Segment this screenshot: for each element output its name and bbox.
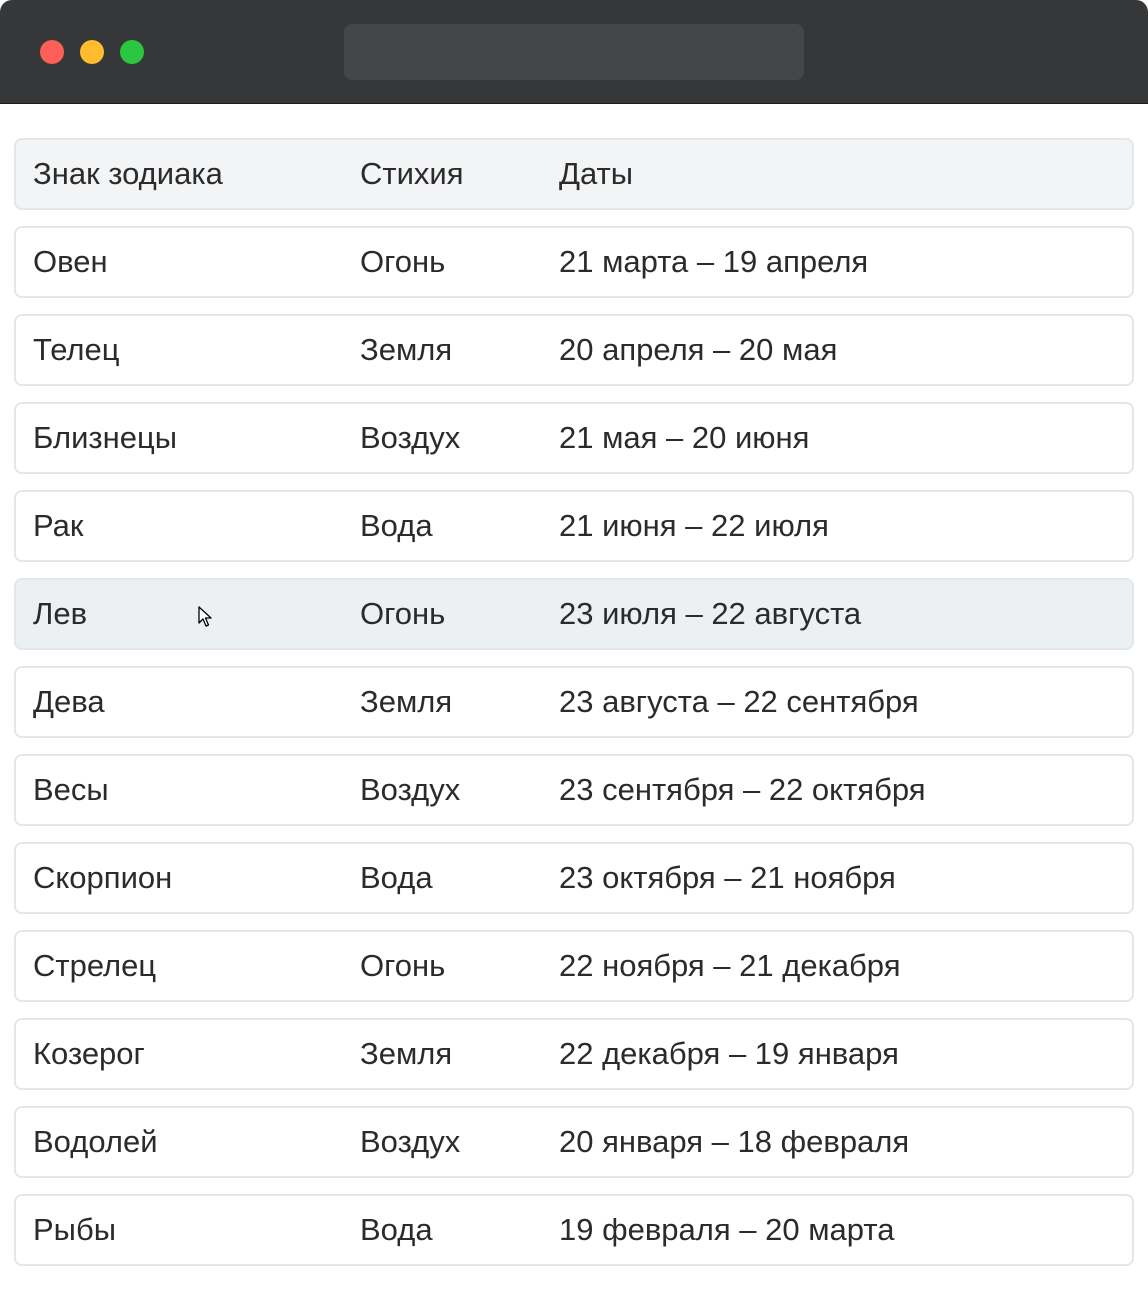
table-row[interactable] bbox=[14, 314, 1134, 386]
cell-dates: 23 августа – 22 сентября bbox=[559, 684, 919, 719]
cell-element: Вода bbox=[360, 508, 433, 543]
cell-dates: 22 декабря – 19 января bbox=[559, 1036, 899, 1071]
cell-sign: Овен bbox=[33, 244, 108, 279]
cell-element: Земля bbox=[360, 332, 453, 367]
header-element: Стихия bbox=[360, 156, 464, 191]
minimize-window-button[interactable] bbox=[80, 40, 104, 64]
cell-dates: 23 октября – 21 ноября bbox=[559, 860, 896, 895]
header-sign: Знак зодиака bbox=[33, 156, 223, 191]
zodiac-table bbox=[14, 138, 1134, 1282]
table-row[interactable] bbox=[14, 490, 1134, 562]
cell-dates: 20 апреля – 20 мая bbox=[559, 332, 838, 367]
cell-dates: 20 января – 18 февраля bbox=[559, 1124, 910, 1159]
cell-element: Воздух bbox=[360, 772, 461, 807]
cell-element: Огонь bbox=[360, 244, 446, 279]
title-bar bbox=[0, 0, 1148, 104]
cell-sign: Рыбы bbox=[33, 1212, 116, 1247]
cell-element: Вода bbox=[360, 1212, 433, 1247]
address-bar[interactable] bbox=[344, 24, 804, 80]
cell-element: Земля bbox=[360, 684, 453, 719]
cell-sign: Козерог bbox=[33, 1036, 145, 1071]
table-row[interactable] bbox=[14, 754, 1134, 826]
cell-sign: Телец bbox=[33, 332, 120, 367]
table-row-hovered[interactable] bbox=[14, 578, 1134, 650]
cell-dates: 19 февраля – 20 марта bbox=[559, 1212, 895, 1247]
cell-sign: Дева bbox=[33, 684, 105, 719]
cell-element: Огонь bbox=[360, 948, 446, 983]
cell-sign: Весы bbox=[33, 772, 109, 807]
table-header-row bbox=[14, 138, 1134, 210]
cell-element: Огонь bbox=[360, 596, 446, 631]
close-window-button[interactable] bbox=[40, 40, 64, 64]
cell-element: Воздух bbox=[360, 1124, 461, 1159]
table-row[interactable] bbox=[14, 930, 1134, 1002]
cell-dates: 23 сентября – 22 октября bbox=[559, 772, 926, 807]
cell-dates: 21 марта – 19 апреля bbox=[559, 244, 869, 279]
cell-element: Воздух bbox=[360, 420, 461, 455]
cell-sign: Водолей bbox=[33, 1124, 158, 1159]
table-row[interactable] bbox=[14, 1194, 1134, 1266]
cell-element: Земля bbox=[360, 1036, 453, 1071]
table-row[interactable] bbox=[14, 402, 1134, 474]
header-dates: Даты bbox=[559, 156, 634, 191]
cell-dates: 21 мая – 20 июня bbox=[559, 420, 810, 455]
cell-dates: 22 ноября – 21 декабря bbox=[559, 948, 901, 983]
cell-sign: Скорпион bbox=[33, 860, 173, 895]
table-row[interactable] bbox=[14, 842, 1134, 914]
table-row[interactable] bbox=[14, 226, 1134, 298]
table-row[interactable] bbox=[14, 1106, 1134, 1178]
maximize-window-button[interactable] bbox=[120, 40, 144, 64]
table-row[interactable] bbox=[14, 1018, 1134, 1090]
cell-element: Вода bbox=[360, 860, 433, 895]
mouse-pointer-icon bbox=[198, 606, 214, 628]
cell-sign: Лев bbox=[33, 596, 88, 631]
cell-dates: 21 июня – 22 июля bbox=[559, 508, 829, 543]
cell-sign: Стрелец bbox=[33, 948, 157, 983]
cell-sign: Близнецы bbox=[33, 420, 178, 455]
table-row[interactable] bbox=[14, 666, 1134, 738]
cell-sign: Рак bbox=[33, 508, 84, 543]
cell-dates: 23 июля – 22 августа bbox=[559, 596, 862, 631]
